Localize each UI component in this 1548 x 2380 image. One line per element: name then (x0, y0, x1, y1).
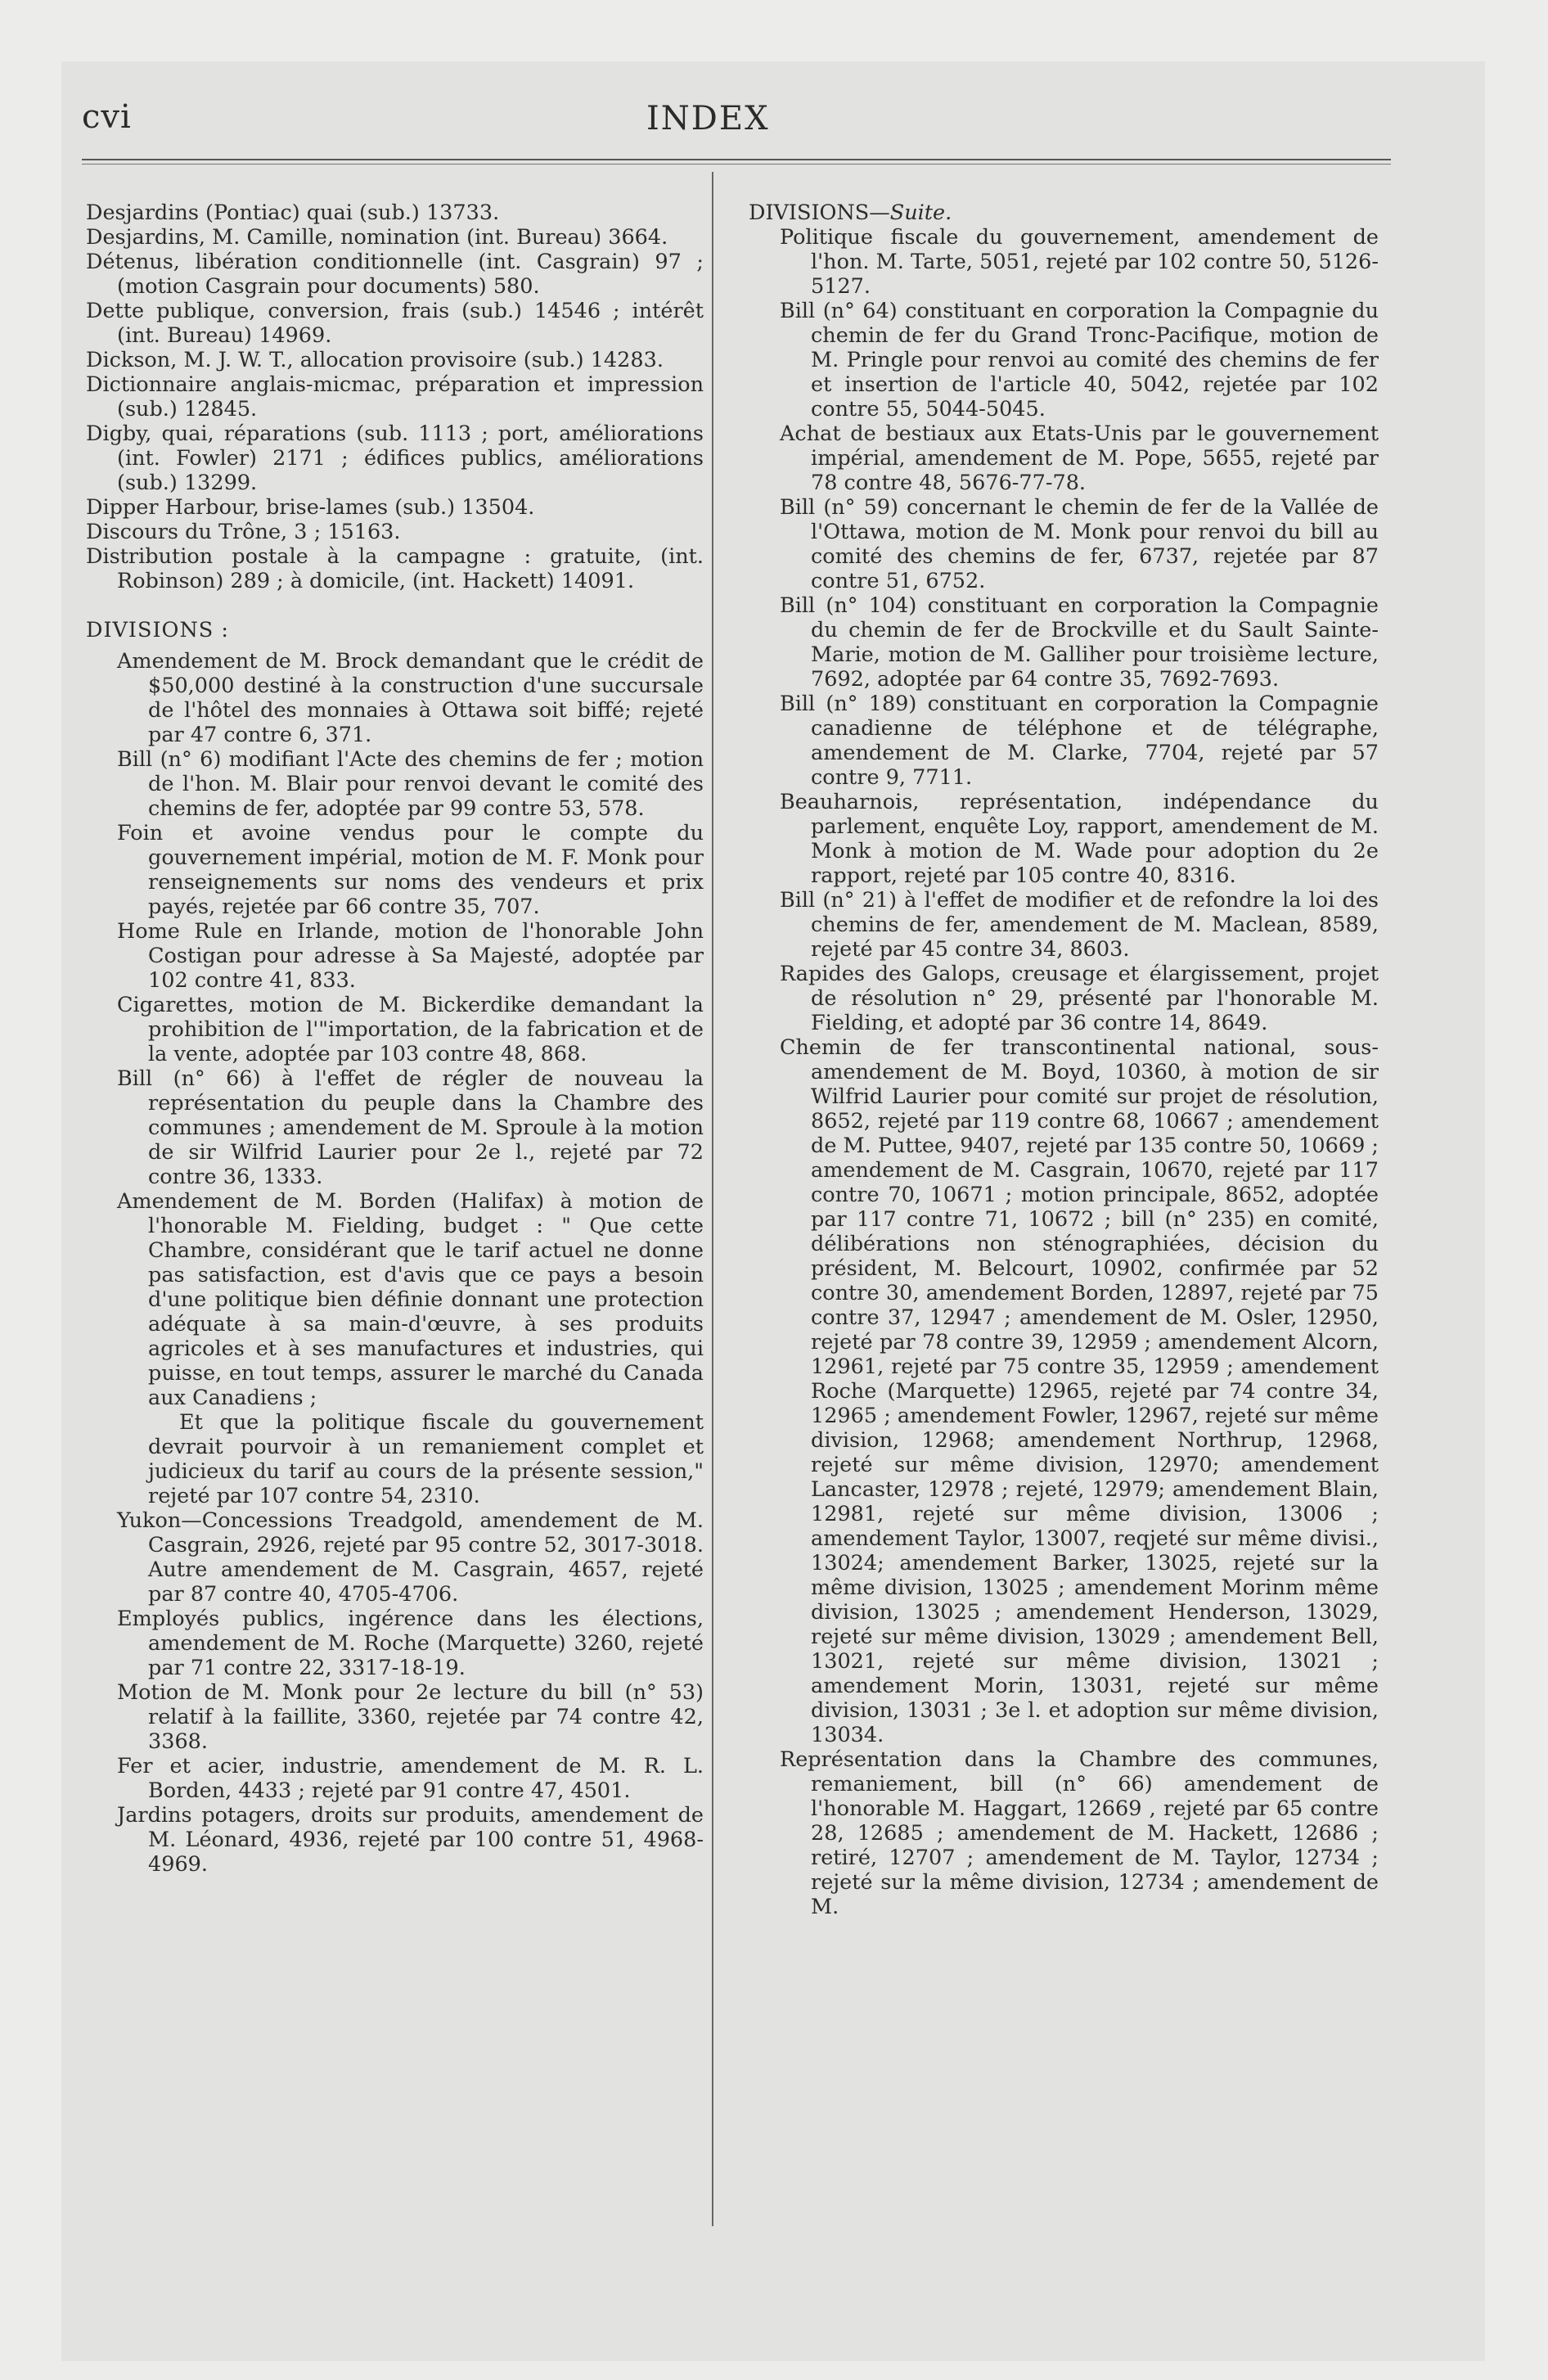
division-entry: Foin et avoine vendus pour le compte du gouvernement impérial, motion de M. F. Monk pour renseignements sur noms des vendeurs et prix payés, rejetée par 66 contre 35, 707. (117, 821, 704, 919)
division-entry: Home Rule en Irlande, motion de l'honorable John Costigan pour adresse à Sa Majesté, adoptée par 102 contre 41, 833. (117, 919, 704, 993)
division-entry-continuation: Et que la politique fiscale du gouvernement devrait pourvoir à un remaniement complet et judicieux du tarif au cours de la présente session," rejeté par 107 contre 54, 2310. (148, 1410, 704, 1508)
division-entry: Cigarettes, motion de M. Bickerdike demandant la prohibition de l'"importation, de la fabrication et de la vente, adoptée par 103 contre 48, 868. (117, 993, 704, 1066)
index-entry: Dipper Harbour, brise-lames (sub.) 13504. (86, 495, 535, 520)
division-entry: Beauharnois, représentation, indépendance du parlement, enquête Loy, rapport, amendement de M. Monk à motion de M. Wade pour adoption du 2e rapport, rejeté par 105 contre 40, 8316. (780, 790, 1379, 888)
page-title: INDEX (646, 100, 770, 137)
index-entry: Dictionnaire anglais-micmac, préparation et impression (sub.) 12845. (86, 372, 704, 421)
division-entry: Bill (n° 104) constituant en corporation la Compagnie du chemin de fer de Brockville et du Sault Sainte-Marie, motion de M. Galliher pour troisième lecture, 7692, adoptée par 64 contre 35, 7692-7693. (780, 593, 1379, 692)
section-heading-divisions-suite (749, 201, 1379, 225)
column-divider (712, 172, 713, 2226)
section-heading-divisions: DIVISIONS : (86, 618, 229, 642)
index-entry: Distribution postale à la campagne : gratuite, (int. Robinson) 289 ; à domicile, (int. Hackett) 14091. (86, 544, 704, 593)
index-entry: Digby, quai, réparations (sub. 1113 ; port, améliorations (int. Fowler) 2171 ; édifices publics, améliorations (sub.) 13299. (86, 421, 704, 495)
index-entry: Desjardins (Pontiac) quai (sub.) 13733. (86, 201, 500, 225)
division-entry: Motion de M. Monk pour 2e lecture du bill (n° 53) relatif à la faillite, 3360, rejetée par 74 contre 42, 3368. (117, 1680, 704, 1754)
division-entry: Fer et acier, industrie, amendement de M. R. L. Borden, 4433 ; rejeté par 91 contre 47, 4501. (117, 1754, 704, 1803)
division-entry: Amendement de M. Borden (Halifax) à motion de l'honorable M. Fielding, budget : " Que cette Chambre, considérant que le tarif actuel ne donne pas satisfaction, est d'avis que ce pays a besoin d'une politique bien définie donnant une protection adéquate à sa main-d'œuvre, à ses produits agricoles et à ses manufactures et industries, qui puisse, en tout temps, assurer le marché du Canada aux Canadiens ; (117, 1189, 704, 1410)
index-entry: Desjardins, M. Camille, nomination (int. Bureau) 3664. (86, 225, 668, 250)
header-rule (82, 159, 1391, 160)
division-entry: Yukon—Concessions Treadgold, amendement de M. Casgrain, 2926, rejeté par 95 contre 52, 3017-3018. Autre amendement de M. Casgrain, 4657, rejeté par 87 contre 40, 4705-4706. (117, 1508, 704, 1607)
index-entry: Dette publique, conversion, frais (sub.) 14546 ; intérêt (int. Bureau) 14969. (86, 299, 704, 348)
division-entry: Bill (n° 189) constituant en corporation la Compagnie canadienne de téléphone et de télégraphe, amendement de M. Clarke, 7704, rejeté par 57 contre 9, 7711. (780, 692, 1379, 790)
division-entry: Représentation dans la Chambre des communes, remaniement, bill (n° 66) amendement de l'honorable M. Haggart, 12669 , rejeté par 65 contre 28, 12685 ; amendement de M. Hackett, 12686 ; retiré, 12707 ; amendement de M. Taylor, 12734 ; rejeté sur la même division, 12734 ; amendement de M. (780, 1747, 1379, 1919)
division-entry: Politique fiscale du gouvernement, amendement de l'hon. M. Tarte, 5051, rejeté par 102 contre 50, 5126-5127. (780, 225, 1379, 299)
heading-suite: Suite. (889, 201, 952, 225)
division-entry: Rapides des Galops, creusage et élargissement, projet de résolution n° 29, présenté par l'honorable M. Fielding, et adopté par 36 contre 14, 8649. (780, 962, 1379, 1035)
page-number: cvi (82, 98, 132, 136)
index-entry: Discours du Trône, 3 ; 15163. (86, 520, 401, 544)
division-entry: Achat de bestiaux aux Etats-Unis par le gouvernement impérial, amendement de M. Pope, 5655, rejeté par 78 contre 48, 5676-77-78. (780, 421, 1379, 495)
division-entry: Bill (n° 59) concernant le chemin de fer de la Vallée de l'Ottawa, motion de M. Monk pour renvoi du bill au comité des chemins de fer, 6737, rejetée par 87 contre 51, 6752. (780, 495, 1379, 593)
index-entry: Dickson, M. J. W. T., allocation provisoire (sub.) 14283. (86, 348, 664, 372)
division-entry: Jardins potagers, droits sur produits, amendement de M. Léonard, 4936, rejeté par 100 contre 51, 4968-4969. (117, 1803, 704, 1877)
division-entry: Chemin de fer transcontinental national, sous-amendement de M. Boyd, 10360, à motion de sir Wilfrid Laurier pour comité sur projet de résolution, 8652, rejeté par 119 contre 68, 10667 ; amendement de M. Puttee, 9407, rejeté par 135 contre 50, 10669 ; amendement de M. Casgrain, 10670, rejeté par 117 contre 70, 10671 ; motion principale, 8652, adoptée par 117 contre 71, 10672 ; bill (n° 235) en comité, délibérations non sténographiées, décision du président, M. Belcourt, 10902, confirmée par 52 contre 30, amendement Borden, 12897, rejeté par 75 contre 37, 12947 ; amendement de M. Osler, 12950, rejeté par 78 contre 39, 12959 ; amendement Alcorn, 12961, rejeté par 75 contre 35, 12959 ; amendement Roche (Marquette) 12965, rejeté par 74 contre 34, 12965 ; amendement Fowler, 12967, rejeté sur même division, 12968; amendement Northrup, 12968, rejeté sur même division, 12970; amendement Lancaster, 12978 ; rejeté, 12979; amendement Blain, 12981, rejeté sur même division, 13006 ; amendement Taylor, 13007, reqjeté sur même divisi., 13024; amendement Barker, 13025, rejeté sur la même division, 13025 ; amendement Morinm même division, 13025 ; amendement Henderson, 13029, rejeté sur même division, 13029 ; amendement Bell, 13021, rejeté sur même division, 13021 ; amendement Morin, 13031, rejeté sur même division, 13031 ; 3e l. et adoption sur même division, 13034. (780, 1035, 1379, 1747)
header-rule-thin (82, 164, 1391, 165)
division-entry: Amendement de M. Brock demandant que le crédit de $50,000 destiné à la construction d'une succursale de l'hôtel des monnaies à Ottawa soit biffé; rejeté par 47 contre 6, 371. (117, 649, 704, 747)
index-entry: Détenus, libération conditionnelle (int. Casgrain) 97 ; (motion Casgrain pour documents) 580. (86, 250, 704, 299)
division-entry: Bill (n° 21) à l'effet de modifier et de refondre la loi des chemins de fer, amendement de M. Maclean, 8589, rejeté par 45 contre 34, 8603. (780, 888, 1379, 962)
right-column (749, 201, 1379, 1919)
heading-main: DIVISIONS— (749, 201, 890, 225)
division-entry: Employés publics, ingérence dans les élections, amendement de M. Roche (Marquette) 3260, rejeté par 71 contre 22, 3317-18-19. (117, 1607, 704, 1680)
division-entry: Bill (n° 6) modifiant l'Acte des chemins de fer ; motion de l'hon. M. Blair pour renvoi devant le comité des chemins de fer, adoptée par 99 contre 53, 578. (117, 747, 704, 821)
left-column (86, 201, 704, 1877)
division-entry: Bill (n° 66) à l'effet de régler de nouveau la représentation du peuple dans la Chambre des communes ; amendement de M. Sproule à la motion de sir Wilfrid Laurier pour 2e l., rejeté par 72 contre 36, 1333. (117, 1066, 704, 1189)
division-entry: Bill (n° 64) constituant en corporation la Compagnie du chemin de fer du Grand Tronc-Pacifique, motion de M. Pringle pour renvoi au comité des chemins de fer et insertion de l'article 40, 5042, rejetée par 102 contre 55, 5044-5045. (780, 299, 1379, 421)
